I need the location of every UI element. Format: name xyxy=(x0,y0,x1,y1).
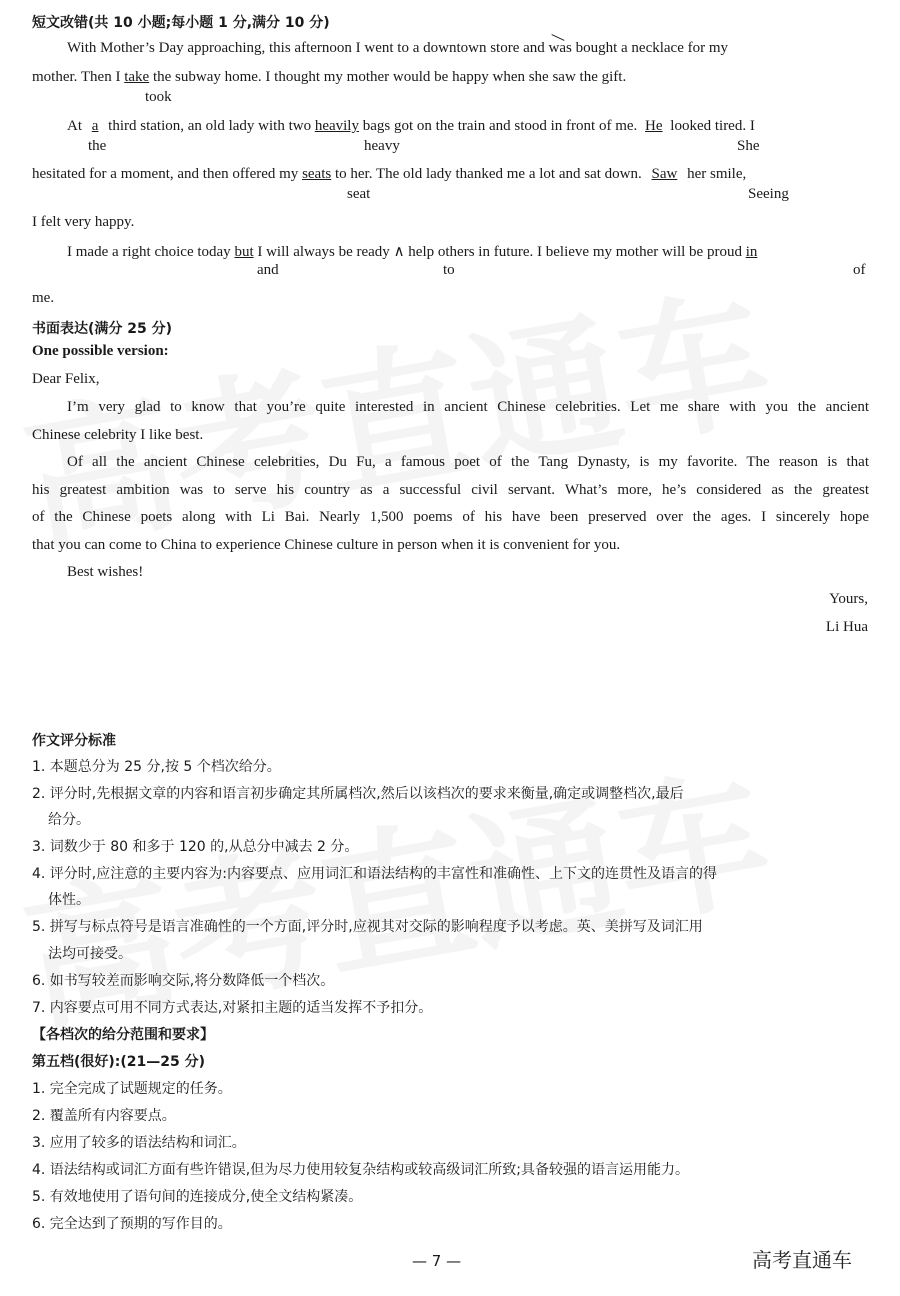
p2-a: At xyxy=(67,118,82,134)
p2-b: third station, an old lady with two xyxy=(108,118,312,134)
letter-salutation: Dear Felix, xyxy=(32,371,100,387)
writing-version: One possible version: xyxy=(32,343,169,359)
correction-to: to xyxy=(443,262,455,278)
correction-p3-line2: me. xyxy=(32,290,55,306)
p3-b: I will always be ready xyxy=(257,244,390,260)
criteria-item-5-cont: 法均可接受。 xyxy=(48,946,132,962)
letter-p1-line1: I’m very glad to know that you’re quite interested in ancient Chinese celebrities. Let me share with you the ancient xyxy=(67,399,869,415)
level5-item-3: 3. 应用了较多的语法结构和词汇。 xyxy=(32,1135,246,1151)
insertion-caret: ∧ xyxy=(393,244,405,260)
level5-item-1: 1. 完全完成了试题规定的任务。 xyxy=(32,1081,232,1097)
p3-c: help others in future. I believe my mother will be proud xyxy=(408,244,742,260)
p1-line2-b: the subway home. I thought my mother would be happy when she saw the gift. xyxy=(152,69,627,85)
correction-p2-line2 xyxy=(32,166,746,183)
writing-heading: 书面表达(满分 25 分) xyxy=(32,321,173,337)
footer-logo: 高考直通车 xyxy=(752,1248,852,1272)
page-number: — 7 — xyxy=(412,1252,462,1270)
p2-line2-c: her smile, xyxy=(687,166,747,182)
criteria-item-2-cont: 给分。 xyxy=(48,812,90,828)
criteria-item-5: 5. 拼写与标点符号是语言准确性的一个方面,评分时,应视其对交际的影响程度予以考虑。英、美拼写及词汇用 xyxy=(32,919,703,935)
error-in: in xyxy=(745,244,758,260)
error-heavily: heavily xyxy=(314,118,359,134)
letter-p2-line3: of the Chinese poets along with Li Bai. Nearly 1,500 poems of his have been preserved over the ages. I sincerely hope xyxy=(32,509,869,525)
levels-heading: 【各档次的给分范围和要求】 xyxy=(32,1027,214,1043)
correction-p2-line1 xyxy=(67,118,755,135)
correction-she: She xyxy=(737,138,760,154)
criteria-item-2: 2. 评分时,先根据文章的内容和语言初步确定其所属档次,然后以该档次的要求来衡量,确定或调整档次,最后 xyxy=(32,786,684,802)
p2-line2-b: to her. The old lady thanked me a lot and sat down. xyxy=(334,166,642,182)
error-he: He xyxy=(645,118,663,134)
correction-seat: seat xyxy=(347,186,371,202)
error-a: a xyxy=(91,118,99,134)
criteria-item-6: 6. 如书写较差而影响交际,将分数降低一个档次。 xyxy=(32,973,335,989)
correction-heading: 短文改错(共 10 小题;每小题 1 分,满分 10 分) xyxy=(32,15,330,31)
letter-p2-line2: his greatest ambition was to serve his country as a successful civil servant. What’s more, he’s considered as the greatest xyxy=(32,482,869,498)
correction-seeing: Seeing xyxy=(748,186,789,202)
correction-p1-line2 xyxy=(32,69,626,86)
correction-the: the xyxy=(88,138,107,154)
level5-heading: 第五档(很好):(21—25 分) xyxy=(32,1054,206,1070)
level5-item-2: 2. 覆盖所有内容要点。 xyxy=(32,1108,176,1124)
letter-p2-line1: Of all the ancient Chinese celebrities, Du Fu, a famous poet of the Tang Dynasty, is my favorite. The reason is that xyxy=(67,454,869,470)
p1-line1-end: bought a necklace for my xyxy=(575,40,729,56)
p1-line1-start: With Mother’s Day approaching, this afternoon I went to a downtown store and xyxy=(67,40,545,56)
criteria-item-4-cont: 体性。 xyxy=(48,892,90,908)
correction-p1-line1 xyxy=(67,40,869,57)
error-saw: Saw xyxy=(651,166,678,182)
letter-p1-line2: Chinese celebrity I like best. xyxy=(32,427,204,443)
p2-c: bags got on the train and stood in front of me. xyxy=(362,118,638,134)
criteria-item-7: 7. 内容要点可用不同方式表达,对紧扣主题的适当发挥不予扣分。 xyxy=(32,1000,433,1016)
error-take: take xyxy=(124,69,150,85)
p2-line2-a: hesitated for a moment, and then offered my xyxy=(32,166,299,182)
p1-line2-a: mother. Then I xyxy=(32,69,121,85)
level5-item-6: 6. 完全达到了预期的写作目的。 xyxy=(32,1216,232,1232)
p1-deleted-was: was xyxy=(549,40,572,56)
error-but: but xyxy=(234,244,254,260)
level5-item-5: 5. 有效地使用了语句间的连接成分,使全文结构紧凑。 xyxy=(32,1189,363,1205)
letter-closing: Best wishes! xyxy=(67,564,144,580)
level5-item-4: 4. 语法结构或词汇方面有些许错误,但为尽力使用较复杂结构或较高级词汇所致;具备较强的语言运用能力。 xyxy=(32,1162,689,1178)
letter-yours: Yours, xyxy=(829,591,868,607)
correction-took: took xyxy=(145,89,172,105)
correction-heavy: heavy xyxy=(364,138,400,154)
criteria-item-3: 3. 词数少于 80 和多于 120 的,从总分中减去 2 分。 xyxy=(32,839,359,855)
correction-p2-line3: I felt very happy. xyxy=(32,214,135,230)
correction-of: of xyxy=(853,262,866,278)
criteria-item-4: 4. 评分时,应注意的主要内容为:内容要点、应用词汇和语法结构的丰富性和准确性、上下文的连贯性及语言的得 xyxy=(32,866,717,882)
letter-p2-line4: that you can come to China to experience Chinese culture in person when it is convenient for you. xyxy=(32,537,621,553)
p2-d: looked tired. I xyxy=(670,118,755,134)
correction-p3-line1 xyxy=(67,242,757,261)
p3-a: I made a right choice today xyxy=(67,244,231,260)
criteria-item-1: 1. 本题总分为 25 分,按 5 个档次给分。 xyxy=(32,759,281,775)
correction-and: and xyxy=(257,262,279,278)
letter-signature: Li Hua xyxy=(825,619,868,635)
criteria-heading: 作文评分标准 xyxy=(32,733,116,749)
error-seats: seats xyxy=(302,166,332,182)
